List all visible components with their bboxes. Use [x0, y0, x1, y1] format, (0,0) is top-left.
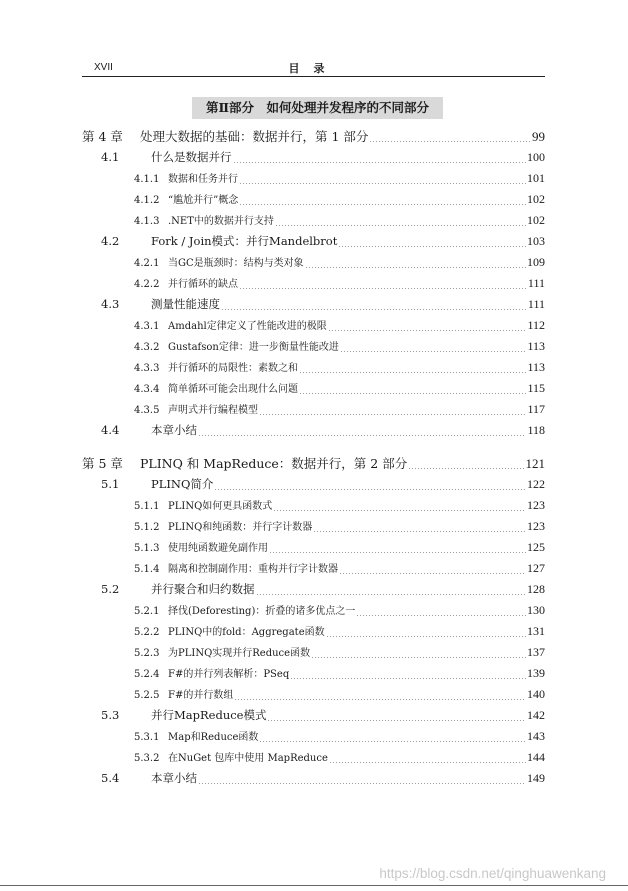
toc-entry-page: 111 — [527, 276, 545, 290]
toc-dot-leader — [269, 552, 526, 553]
toc-entry-title: Gustafson定律：进一步衡量性能改进 — [168, 342, 339, 353]
toc-entry-number: 5.1.4 — [134, 564, 160, 575]
toc-sub-row — [82, 359, 545, 380]
toc-sub-row — [82, 560, 545, 581]
toc-dot-leader — [305, 267, 526, 268]
toc-entry-page: 131 — [527, 624, 545, 638]
toc-section-row — [82, 233, 545, 254]
toc-entry-number: 4.3.4 — [134, 384, 160, 395]
toc-entry-number: 4.1.2 — [134, 195, 160, 206]
toc-dot-leader — [234, 699, 526, 700]
toc-dot-leader — [259, 741, 526, 742]
toc-entry-number: 5.2.3 — [134, 648, 160, 659]
toc-dot-leader — [339, 573, 526, 574]
toc-entry-title: 隔离和控制副作用：重构并行字计数器 — [168, 564, 338, 575]
toc-entry-number: 4.2 — [101, 234, 120, 248]
toc-dot-leader — [221, 309, 527, 310]
toc-entry-number: 5.4 — [101, 771, 120, 785]
toc-entry-title: .NET中的数据并行支持 — [168, 216, 274, 227]
toc-entry-title: Fork / Join模式：并行Mandelbrot — [151, 234, 338, 248]
toc-dot-leader — [313, 531, 526, 532]
toc-sub-row — [82, 317, 545, 338]
toc-entry-title: 本章小结 — [151, 423, 197, 437]
toc-dot-leader — [329, 762, 526, 763]
toc-entry-number: 5.2.5 — [134, 690, 160, 701]
toc-section-row — [82, 770, 545, 791]
toc-entry-title: 数据和任务并行 — [168, 174, 238, 185]
toc-sub-row — [82, 644, 545, 665]
toc-entry-number: 4.1.3 — [134, 216, 160, 227]
toc-entry-number: 4.3.5 — [134, 405, 160, 416]
toc-dot-leader — [214, 489, 526, 490]
toc-entry-page: 143 — [527, 729, 545, 743]
toc-entry-number: 5.2.4 — [134, 669, 160, 680]
toc-dot-leader — [328, 330, 527, 331]
toc-entry-page: 115 — [527, 381, 545, 395]
toc-dot-leader — [239, 204, 526, 205]
toc-sub-row — [82, 254, 545, 275]
part-title: 第Ⅱ部分 如何处理并发程序的不同部分 — [192, 97, 443, 119]
toc-entry-title: 当GC是瓶颈时：结构与类对象 — [168, 258, 304, 269]
toc-entry-title: 测量性能速度 — [151, 297, 220, 311]
toc-dot-leader — [256, 594, 527, 595]
toc-sub-row — [82, 338, 545, 359]
toc-entry-number: 5.1 — [101, 477, 120, 491]
toc-dot-leader — [290, 678, 526, 679]
toc-entry-page: 130 — [527, 603, 545, 617]
toc-entry-number: 5.2.1 — [134, 606, 160, 617]
toc-dot-leader — [239, 288, 527, 289]
toc-entry-number: 4.1 — [101, 150, 120, 164]
toc-sub-row — [82, 686, 545, 707]
toc-entry-number: 5.1.3 — [134, 543, 160, 554]
toc-entry-title: 并行循环的缺点 — [168, 279, 238, 290]
toc-sub-row — [82, 275, 545, 296]
toc-dot-leader — [369, 141, 531, 142]
toc-section-row — [82, 707, 545, 728]
toc-entry-title: PLINQ如何更具函数式 — [168, 501, 273, 512]
toc-entry-title: F#的并行数组 — [168, 690, 234, 701]
toc-entry-title: PLINQ中的fold：Aggregate函数 — [168, 627, 325, 638]
toc-entry-number: 4.3.1 — [134, 321, 160, 332]
toc-sub-row — [82, 539, 545, 560]
toc-entry-title: 声明式并行编程模型 — [168, 405, 258, 416]
toc-entry-title: 使用纯函数避免副作用 — [168, 543, 268, 554]
toc-entry-page: 144 — [527, 750, 545, 764]
toc-dot-leader — [259, 414, 526, 415]
toc-entry-title: PLINQ 和 MapReduce：数据并行，第 2 部分 — [140, 456, 408, 471]
toc-entry-title: 处理大数据的基础：数据并行，第 1 部分 — [140, 129, 369, 144]
toc-dot-leader — [326, 636, 526, 637]
toc-dot-leader — [275, 225, 526, 226]
page-header — [82, 60, 545, 77]
toc-entry-page: 125 — [527, 540, 545, 554]
toc-sub-row — [82, 170, 545, 191]
toc-entry-number: 5.1.1 — [134, 501, 160, 512]
toc-entry-title: 并行MapReduce模式 — [151, 708, 267, 722]
toc-dot-leader — [198, 783, 526, 784]
toc-entry-number: 5.1.2 — [134, 522, 160, 533]
bottom-rule — [0, 885, 628, 886]
toc-dot-leader — [408, 468, 524, 469]
toc-entry-number: 5.3.1 — [134, 732, 160, 743]
toc-sub-row — [82, 380, 545, 401]
toc-entry-number: 第 5 章 — [82, 456, 123, 471]
toc-entry-title: “尴尬并行”概念 — [168, 195, 239, 206]
toc-entry-title: 本章小结 — [151, 771, 197, 785]
toc-sub-row — [82, 749, 545, 770]
toc-entry-number: 4.3.3 — [134, 363, 160, 374]
toc-chapter-row — [82, 127, 545, 149]
toc-entry-number: 4.4 — [101, 423, 120, 437]
toc-entry-number: 4.2.2 — [134, 279, 160, 290]
toc-entry-number: 4.2.1 — [134, 258, 160, 269]
toc-dot-leader — [356, 615, 526, 616]
toc-entry-title: Map和Reduce函数 — [168, 732, 259, 743]
toc-sub-row — [82, 191, 545, 212]
toc-entry-page: 123 — [527, 498, 545, 512]
toc-dot-leader — [198, 435, 526, 436]
toc-dot-leader — [299, 372, 526, 373]
toc-entry-page: 121 — [525, 456, 545, 471]
toc-entry-page: 102 — [527, 213, 545, 227]
toc-entry-page: 102 — [527, 192, 545, 206]
toc-entry-number: 5.3.2 — [134, 753, 160, 764]
toc-entry-page: 127 — [527, 561, 545, 575]
toc-entry-page: 117 — [527, 402, 545, 416]
toc-entry-page: 140 — [527, 687, 545, 701]
toc-section-row — [82, 422, 545, 443]
toc-entry-title: PLINQ简介 — [151, 477, 214, 491]
toc-entry-title: 为PLINQ实现并行Reduce函数 — [168, 648, 311, 659]
toc-sub-row — [82, 623, 545, 644]
toc-entry-number: 4.3.2 — [134, 342, 160, 353]
toc-section-row — [82, 149, 545, 170]
header-title: 目录 — [288, 62, 339, 75]
toc-entry-title: Amdahl定律定义了性能改进的极限 — [168, 321, 327, 332]
toc-entry-page: 111 — [527, 297, 545, 311]
toc-entry-page: 137 — [527, 645, 545, 659]
toc-sub-row — [82, 401, 545, 422]
toc-entry-number: 5.2.2 — [134, 627, 160, 638]
toc-entry-number: 4.3 — [101, 297, 120, 311]
toc-entry-number: 5.2 — [101, 582, 120, 596]
toc-entry-page: 142 — [527, 708, 545, 722]
toc-dot-leader — [299, 393, 526, 394]
toc-entry-page: 149 — [527, 771, 545, 785]
toc-entry-title: 什么是数据并行 — [151, 150, 232, 164]
toc-entry-page: 99 — [532, 129, 545, 144]
toc-sub-row — [82, 212, 545, 233]
toc-entry-page: 122 — [527, 477, 545, 491]
toc-entry-page: 128 — [527, 582, 545, 596]
toc-entry-page: 113 — [527, 339, 545, 353]
toc-dot-leader — [338, 246, 526, 247]
toc-dot-leader — [267, 720, 526, 721]
toc-dot-leader — [233, 162, 527, 163]
toc-entry-page: 139 — [527, 666, 545, 680]
toc-sub-row — [82, 665, 545, 686]
table-of-contents — [82, 127, 545, 791]
toc-entry-page: 113 — [527, 360, 545, 374]
toc-sub-row — [82, 497, 545, 518]
toc-entry-title: PLINQ和纯函数：并行字计数器 — [168, 522, 313, 533]
toc-sub-row — [82, 518, 545, 539]
toc-entry-page: 101 — [527, 171, 545, 185]
toc-section-row — [82, 476, 545, 497]
toc-entry-title: F#的并行列表解析：PSeq — [168, 669, 290, 680]
toc-entry-page: 123 — [527, 519, 545, 533]
toc-entry-title: 择伐(Deforesting)：折叠的诸多优点之一 — [168, 606, 356, 617]
toc-entry-page: 100 — [527, 150, 545, 164]
toc-entry-title: 在NuGet 包库中使用 MapReduce — [168, 753, 328, 764]
toc-dot-leader — [273, 510, 526, 511]
toc-entry-number: 4.1.1 — [134, 174, 160, 185]
toc-entry-number: 5.3 — [101, 708, 120, 722]
toc-section-row — [82, 296, 545, 317]
toc-sub-row — [82, 728, 545, 749]
toc-entry-title: 并行循环的局限性：素数之和 — [168, 363, 298, 374]
toc-entry-page: 112 — [527, 318, 545, 332]
toc-entry-title: 并行聚合和归约数据 — [151, 582, 255, 596]
header-page-number: XVII — [94, 62, 113, 73]
watermark: https://blog.csdn.net/qinghuawenkang — [379, 866, 606, 881]
toc-dot-leader — [239, 183, 526, 184]
toc-sub-row — [82, 602, 545, 623]
toc-dot-leader — [340, 351, 527, 352]
toc-section-row — [82, 581, 545, 602]
toc-entry-page: 118 — [527, 423, 545, 437]
toc-entry-page: 103 — [527, 234, 545, 248]
toc-entry-number: 第 4 章 — [82, 129, 123, 144]
toc-chapter-row — [82, 454, 545, 476]
toc-entry-page: 109 — [527, 255, 545, 269]
toc-dot-leader — [311, 657, 526, 658]
toc-entry-title: 简单循环可能会出现什么问题 — [168, 384, 298, 395]
